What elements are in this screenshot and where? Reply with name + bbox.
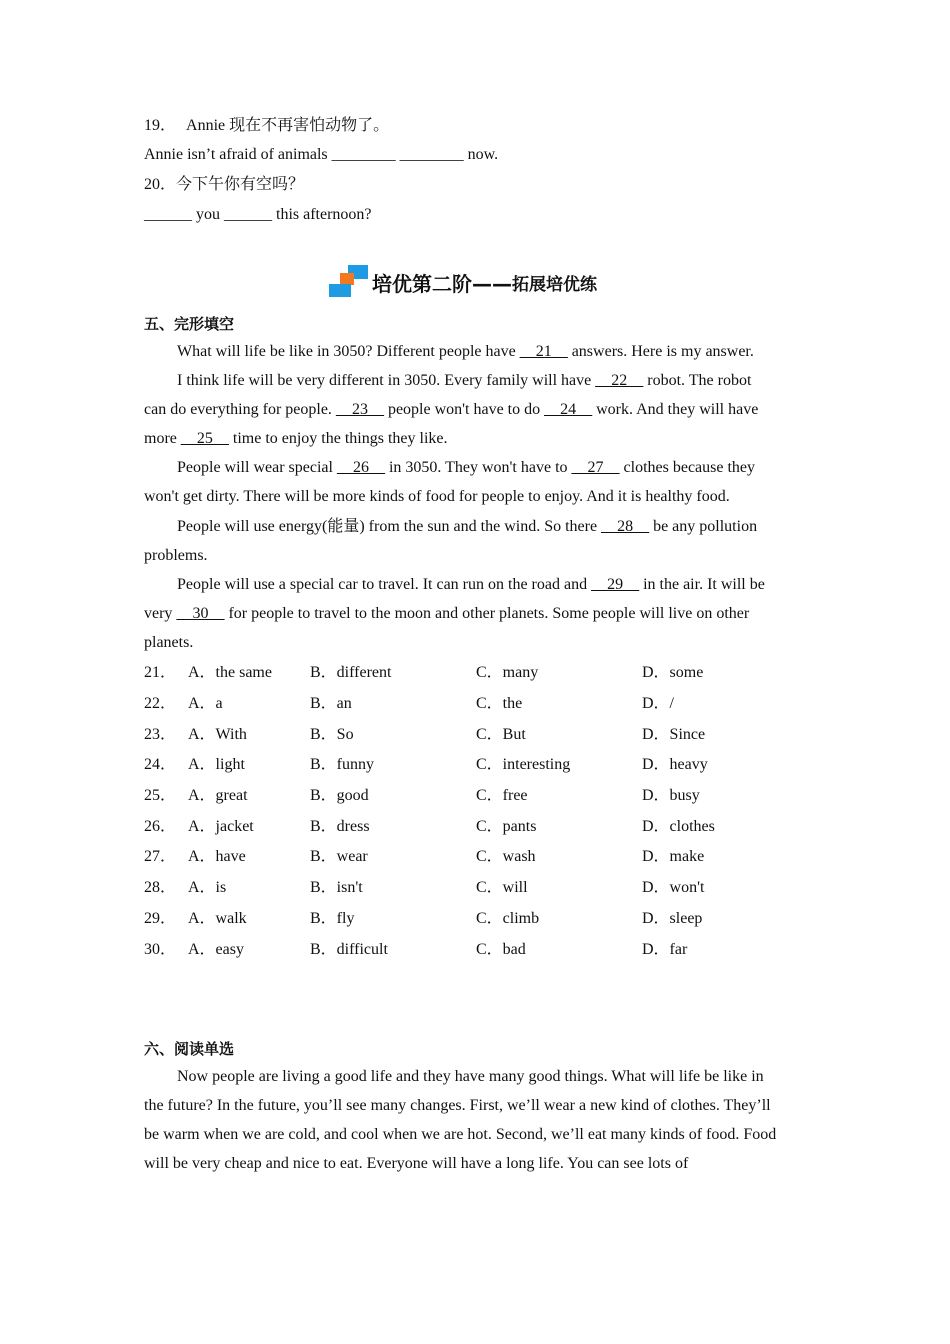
option-c: C．bad bbox=[476, 941, 526, 958]
options-row bbox=[144, 817, 844, 837]
option-number: 30． bbox=[144, 941, 177, 958]
passage-line: more __25__ time to enjoy the things they like. bbox=[144, 430, 448, 447]
option-c: C．free bbox=[476, 787, 528, 804]
option-c: C．wash bbox=[476, 848, 536, 865]
option-a: A．is bbox=[188, 879, 227, 896]
stage-title-sub: 拓展培优练 bbox=[512, 274, 597, 295]
option-a: A．have bbox=[188, 848, 246, 865]
option-a: A．a bbox=[188, 695, 223, 712]
option-c: C．the bbox=[476, 695, 523, 712]
option-number: 21． bbox=[144, 664, 177, 681]
option-c: C．interesting bbox=[476, 756, 571, 773]
blank-30: __30__ bbox=[176, 605, 225, 622]
passage-line: problems. bbox=[144, 547, 208, 564]
reading-line: the future? In the future, you’ll see many changes. First, we’ll wear a new kind of clothes. They’ll bbox=[144, 1097, 771, 1114]
option-d: D．some bbox=[642, 664, 704, 681]
options-row bbox=[144, 786, 844, 806]
option-a: A．jacket bbox=[188, 818, 254, 835]
passage-line: I think life will be very different in 3050. Every family will have __22__ robot. The robot bbox=[177, 372, 752, 389]
question-number: 20． bbox=[144, 176, 177, 193]
passage-line: very __30__ for people to travel to the moon and other planets. Some people will live on other bbox=[144, 605, 750, 622]
passage-line: What will life be like in 3050? Different people have __21__ answers. Here is my answer. bbox=[177, 343, 754, 360]
blank-26: __26__ bbox=[336, 459, 385, 476]
option-b: B．funny bbox=[310, 756, 375, 773]
option-b: B．an bbox=[310, 695, 352, 712]
question-number: 19． bbox=[144, 117, 177, 134]
option-number: 25． bbox=[144, 787, 177, 804]
blank-27: __27__ bbox=[571, 459, 620, 476]
options-row bbox=[144, 694, 844, 714]
option-d: D．make bbox=[642, 848, 705, 865]
blank-23: __23__ bbox=[335, 401, 384, 418]
option-d: D．busy bbox=[642, 787, 700, 804]
option-b: B．dress bbox=[310, 818, 370, 835]
passage-line: People will use a special car to travel. It can run on the road and __29__ in the air. It will be bbox=[177, 576, 765, 593]
question-20 bbox=[144, 175, 304, 195]
option-number: 24． bbox=[144, 756, 177, 773]
option-b: B．good bbox=[310, 787, 369, 804]
option-b: B．different bbox=[310, 664, 392, 681]
option-d: D．sleep bbox=[642, 910, 703, 927]
options-row bbox=[144, 940, 844, 960]
option-a: A．easy bbox=[188, 941, 244, 958]
option-b: B．fly bbox=[310, 910, 355, 927]
stage-title-main: 培优第二阶—— bbox=[372, 271, 512, 296]
option-c: C．But bbox=[476, 726, 526, 743]
reading-line: be warm when we are cold, and cool when we are hot. Second, we’ll eat many kinds of food. Food bbox=[144, 1126, 777, 1143]
options-row bbox=[144, 725, 844, 745]
options-row bbox=[144, 755, 844, 775]
blank-22: __22__ bbox=[595, 372, 644, 389]
option-number: 26． bbox=[144, 818, 177, 835]
option-d: D．clothes bbox=[642, 818, 715, 835]
option-d: D．/ bbox=[642, 695, 675, 712]
passage-line: can do everything for people. __23__ people won't have to do __24__ work. And they will have bbox=[144, 401, 759, 418]
option-number: 22． bbox=[144, 695, 177, 712]
question-20-english: ______ you ______ this afternoon? bbox=[144, 206, 372, 223]
option-a: A．light bbox=[188, 756, 245, 773]
options-row bbox=[144, 878, 844, 898]
option-d: D．won't bbox=[642, 879, 705, 896]
option-b: B．difficult bbox=[310, 941, 388, 958]
options-row bbox=[144, 909, 844, 929]
question-19-english: Annie isn’t afraid of animals ________ ________ now. bbox=[144, 146, 499, 163]
passage-line: planets. bbox=[144, 634, 194, 651]
option-d: D．Since bbox=[642, 726, 706, 743]
option-a: A．the same bbox=[188, 664, 272, 681]
passage-line: won't get dirty. There will be more kinds of food for people to enjoy. And it is healthy food. bbox=[144, 488, 730, 505]
option-c: C．climb bbox=[476, 910, 540, 927]
reading-line: will be very cheap and nice to eat. Everyone will have a long life. You can see lots of bbox=[144, 1155, 689, 1172]
option-a: A．With bbox=[188, 726, 247, 743]
blank-21: __21__ bbox=[519, 343, 568, 360]
option-b: B．wear bbox=[310, 848, 368, 865]
option-number: 23． bbox=[144, 726, 177, 743]
blank-25: __25__ bbox=[180, 430, 229, 447]
option-c: C．many bbox=[476, 664, 539, 681]
blank-28: __28__ bbox=[601, 518, 650, 535]
question-chinese-text: Annie 现在不再害怕动物了。 bbox=[186, 117, 390, 134]
option-a: A．great bbox=[188, 787, 248, 804]
question-19 bbox=[144, 116, 389, 136]
options-row bbox=[144, 663, 844, 683]
question-chinese-text: 今下午你有空吗？ bbox=[176, 176, 305, 193]
option-c: C．will bbox=[476, 879, 528, 896]
passage-line: People will use energy(能量) from the sun and the wind. So there __28__ be any pollution bbox=[177, 518, 758, 535]
option-d: D．heavy bbox=[642, 756, 708, 773]
option-a: A．walk bbox=[188, 910, 247, 927]
blank-24: __24__ bbox=[544, 401, 593, 418]
options-row bbox=[144, 847, 844, 867]
option-d: D．far bbox=[642, 941, 688, 958]
stage-header bbox=[328, 264, 597, 300]
option-number: 27． bbox=[144, 848, 177, 865]
option-b: B．So bbox=[310, 726, 354, 743]
option-number: 29． bbox=[144, 910, 177, 927]
section-heading-cloze: 五、完形填空 bbox=[144, 315, 235, 333]
reading-line: Now people are living a good life and they have many good things. What will life be like in bbox=[177, 1068, 764, 1085]
blank-29: __29__ bbox=[591, 576, 640, 593]
section-heading-reading: 六、阅读单选 bbox=[144, 1040, 235, 1058]
stage-blocks-icon bbox=[328, 265, 370, 299]
option-number: 28． bbox=[144, 879, 177, 896]
option-b: B．isn't bbox=[310, 879, 363, 896]
passage-line: People will wear special __26__ in 3050. They won't have to __27__ clothes because they bbox=[177, 459, 756, 476]
option-c: C．pants bbox=[476, 818, 537, 835]
